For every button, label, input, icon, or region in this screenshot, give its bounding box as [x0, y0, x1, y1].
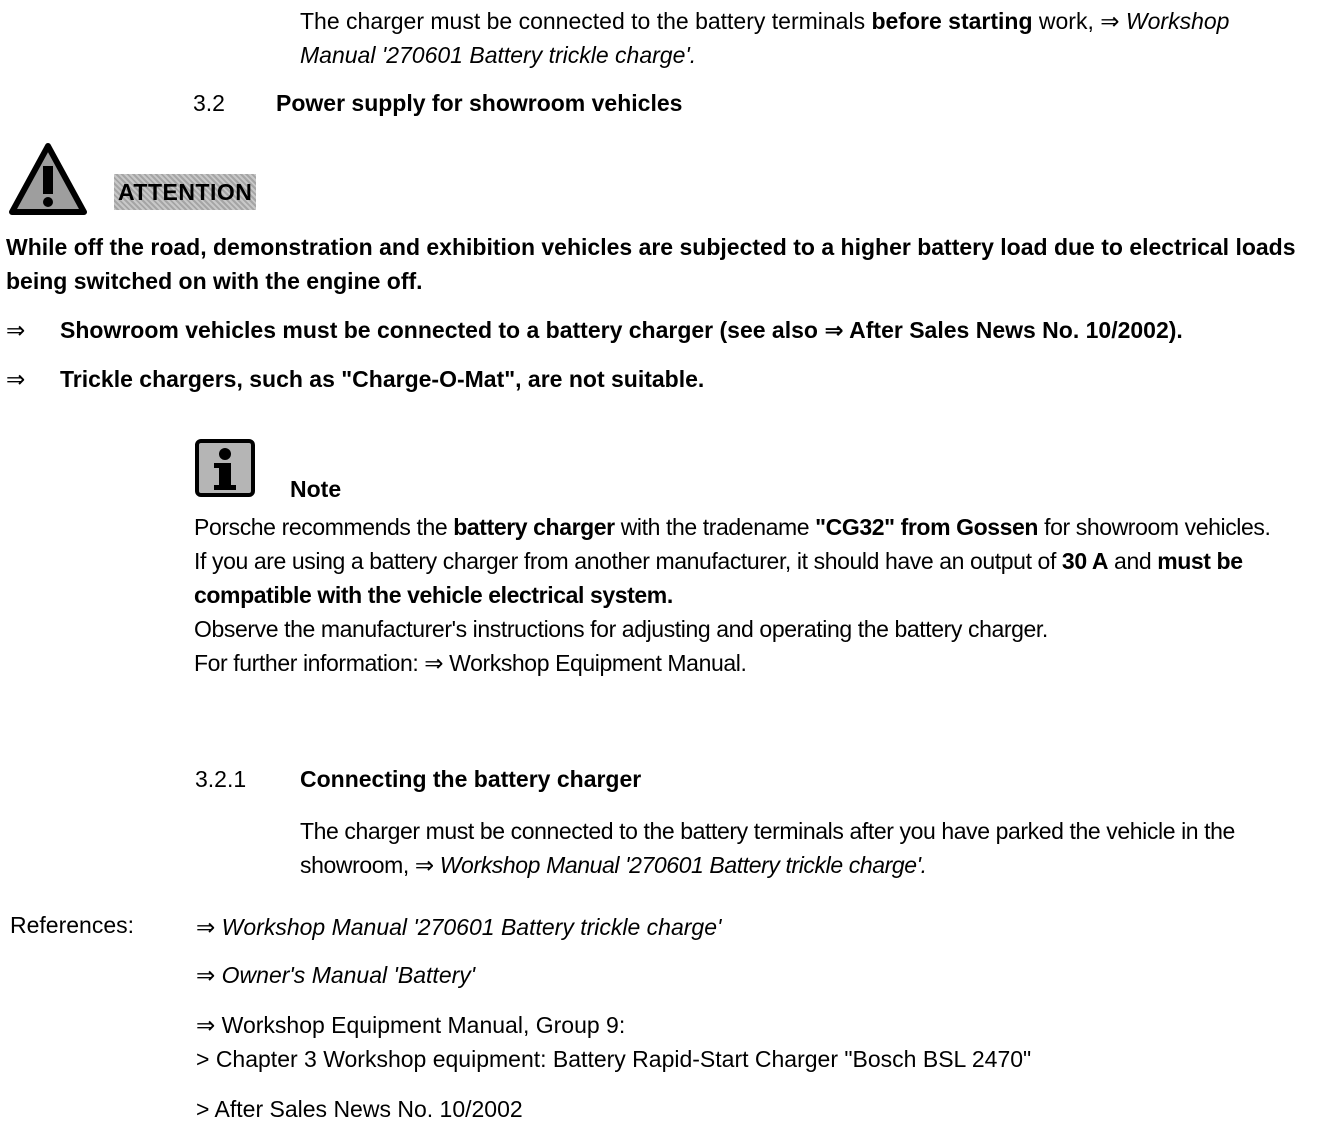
reference-item[interactable]: ⇒ Workshop Equipment Manual, Group 9: [196, 1012, 626, 1038]
note-paragraph: Observe the manufacturer's instructions for adjusting and operating the battery charger. [194, 616, 1048, 642]
section-number: 3.2 [193, 90, 225, 116]
intro-paragraph [300, 4, 1310, 72]
arrow-icon: ⇒ [1100, 8, 1120, 34]
intro-text-cont: work, [1032, 8, 1101, 34]
note-text: and [1108, 548, 1158, 574]
arrow-icon: ⇒ [6, 366, 26, 392]
reference-item[interactable] [196, 910, 721, 944]
subsection-number: 3.2.1 [195, 766, 247, 792]
arrow-icon: ⇒ [196, 914, 216, 940]
note-emphasis: 30 A [1061, 548, 1109, 574]
note-emphasis: "CG32" from Gossen [815, 514, 1039, 540]
reference-item[interactable]: > After Sales News No. 10/2002 [196, 1096, 523, 1122]
subsection-reference-link[interactable]: Workshop Manual '270601 Battery trickle charge'. [433, 852, 927, 878]
bullet-text: Trickle chargers, such as "Charge-O-Mat", are not suitable. [60, 366, 705, 392]
note-emphasis: battery charger [453, 514, 615, 540]
note-title: Note [290, 476, 342, 502]
info-note-icon [194, 438, 256, 498]
attention-label: ATTENTION [114, 174, 256, 210]
reference-item[interactable] [196, 958, 475, 992]
reference-item[interactable]: > Chapter 3 Workshop equipment: Battery Rapid-Start Charger "Bosch BSL 2470" [196, 1046, 1032, 1072]
intro-emphasis: before starting [871, 8, 1033, 34]
intro-reference-link[interactable]: Workshop Manual '270601 Battery trickle charge'. [300, 8, 1230, 68]
note-text: If you are using a battery charger from another manufacturer, it should have an output of [194, 548, 1062, 574]
note-paragraph [194, 510, 1310, 544]
arrow-icon: ⇒ [414, 852, 434, 878]
attention-bullet [6, 313, 1316, 347]
arrow-icon: ⇒ [196, 962, 216, 988]
reference-text: Owner's Manual 'Battery' [215, 962, 476, 988]
note-reference-link[interactable]: For further information: ⇒ Workshop Equipment Manual. [194, 650, 747, 676]
note-paragraph [194, 544, 1310, 612]
bullet-text: Showroom vehicles must be connected to a battery charger (see also ⇒ After Sales News No. 10/2002). [60, 317, 1183, 343]
subsection-title: Connecting the battery charger [300, 766, 642, 792]
arrow-icon: ⇒ [6, 317, 26, 343]
subsection-text: The charger must be connected to the battery terminals after you have parked the vehicle in the showroom, [300, 818, 1235, 878]
note-text: Porsche recommends the [194, 514, 454, 540]
note-text: with the tradename [614, 514, 816, 540]
warning-triangle-icon [8, 142, 88, 216]
references-label: References: [10, 912, 135, 938]
reference-text: Workshop Manual '270601 Battery trickle charge' [215, 914, 722, 940]
note-text: for showroom vehicles. [1038, 514, 1271, 540]
subsection-paragraph [300, 814, 1315, 882]
note-body [194, 510, 1310, 680]
note-emphasis: must be compatible with the vehicle electrical system. [194, 548, 1243, 608]
intro-text: The charger must be connected to the battery terminals [300, 8, 872, 34]
section-title: Power supply for showroom vehicles [276, 90, 683, 116]
attention-bullet [6, 362, 1316, 396]
attention-text: While off the road, demonstration and exhibition vehicles are subjected to a higher battery load due to electrical loads being switched on with the engine off. [6, 234, 1296, 294]
